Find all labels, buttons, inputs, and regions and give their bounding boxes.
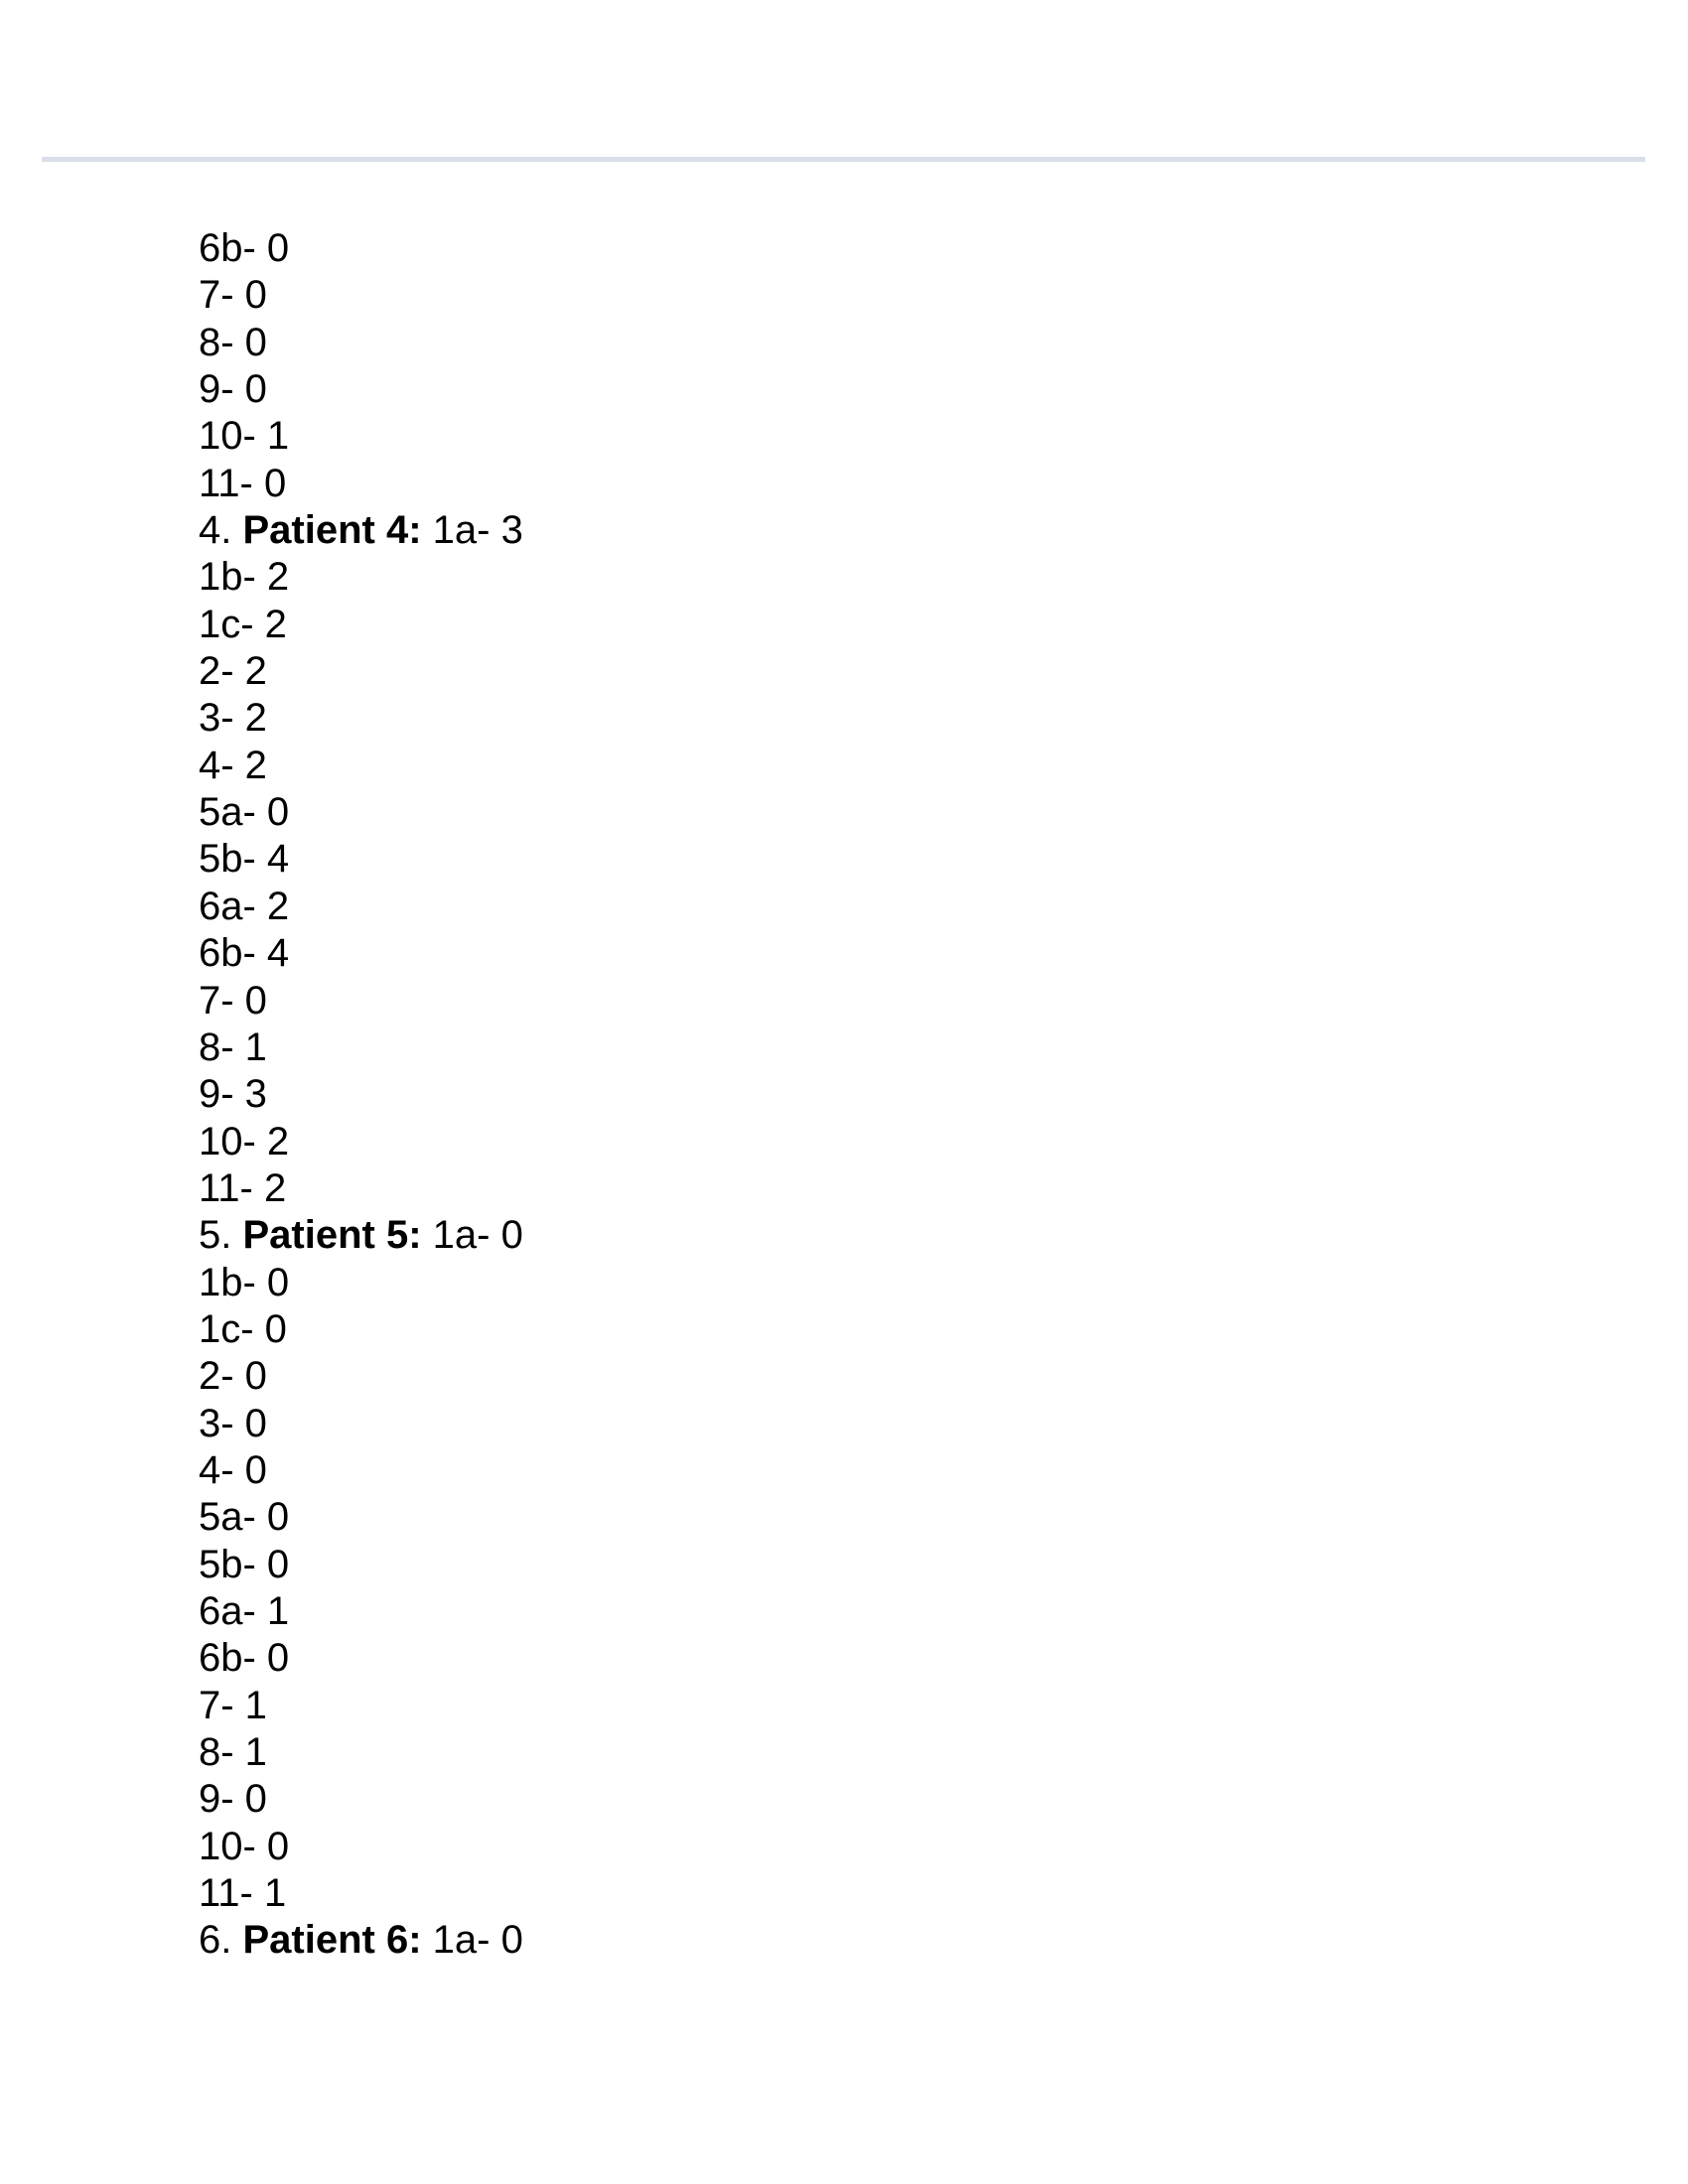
score-line: 6b- 0 [199, 1636, 290, 1681]
score-line: 1b- 2 [199, 555, 290, 600]
score-line: 1a- 0 [432, 1918, 523, 1963]
score-line: 9- 0 [199, 1777, 267, 1822]
score-line: 5a- 0 [199, 1495, 290, 1540]
score-line: 1b- 0 [199, 1260, 290, 1304]
patient-number: 6. [199, 1918, 232, 1963]
score-line: 10- 2 [199, 1119, 290, 1163]
score-line: 1a- 0 [432, 1213, 523, 1258]
score-line: 2- 2 [199, 649, 267, 694]
score-line: 9- 0 [199, 367, 267, 412]
score-line: 4- 2 [199, 743, 267, 787]
score-line: 2- 0 [199, 1354, 267, 1399]
score-line: 6b- 0 [199, 226, 290, 270]
score-line: 5a- 0 [199, 790, 290, 835]
score-line: 8- 1 [199, 1024, 267, 1069]
score-line: 3- 2 [199, 696, 267, 741]
patient-label: Patient 6: [242, 1918, 422, 1963]
score-line: 7- 0 [199, 273, 267, 318]
patient-heading [199, 1917, 1489, 1964]
header-rule [42, 157, 1645, 162]
score-line: 9- 3 [199, 1072, 267, 1117]
score-line: 11- 2 [199, 1165, 287, 1210]
score-line: 5b- 0 [199, 1542, 290, 1586]
score-line: 1c- 0 [199, 1306, 287, 1351]
score-line: 8- 0 [199, 320, 267, 364]
score-line: 11- 1 [199, 1871, 287, 1916]
score-line: 7- 1 [199, 1683, 267, 1727]
score-line: 1c- 2 [199, 602, 287, 646]
score-line: 3- 0 [199, 1401, 267, 1445]
document-body [199, 225, 1489, 1965]
score-line: 1a- 3 [432, 508, 523, 553]
score-line: 11- 0 [199, 461, 287, 505]
score-line: 10- 0 [199, 1824, 290, 1868]
score-line: 4- 0 [199, 1447, 267, 1492]
patient-heading [199, 507, 1489, 554]
score-line: 5b- 4 [199, 837, 290, 882]
patient-label: Patient 4: [242, 508, 422, 553]
patient-heading [199, 1212, 1489, 1259]
score-line: 10- 1 [199, 414, 290, 459]
patient-number: 4. [199, 508, 232, 553]
score-line: 6a- 2 [199, 884, 290, 928]
score-line: 6a- 1 [199, 1588, 290, 1633]
patient-label: Patient 5: [242, 1213, 422, 1258]
score-line: 8- 1 [199, 1730, 267, 1774]
score-line: 6b- 4 [199, 931, 290, 976]
score-line: 7- 0 [199, 978, 267, 1023]
patient-number: 5. [199, 1213, 232, 1258]
